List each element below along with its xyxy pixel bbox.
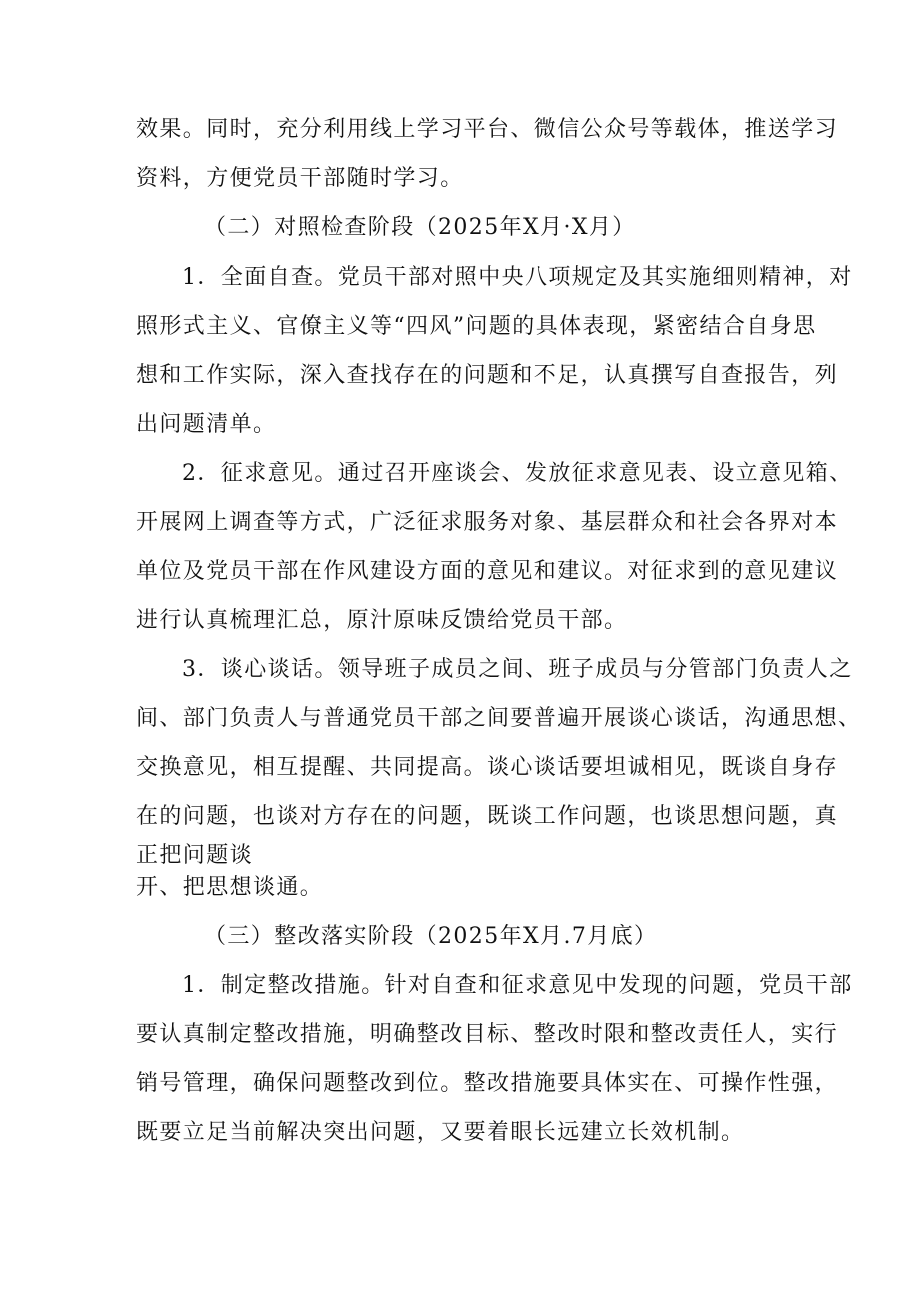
text-line: 资料，方便党员干部随时学习。 xyxy=(136,166,464,191)
section-heading: （二）对照检查阶段（2025年X月·X月） xyxy=(204,215,636,240)
text-line: 销号管理，确保问题整改到位。整改措施要具体实在、可操作性强， xyxy=(136,1071,839,1096)
text-line: 间、部门负责人与普通党员干部之间要普遍开展谈心谈话，沟通思想、 xyxy=(136,706,862,731)
text-line: 出问题清单。 xyxy=(136,412,277,437)
text-line: 正把问题谈 xyxy=(136,843,254,868)
paragraph-first-line: 3．谈心谈话。领导班子成员之间、班子成员与分管部门负责人之 xyxy=(182,657,853,682)
text-line: 既要立足当前解决突出问题，又要着眼长远建立长效机制。 xyxy=(136,1120,745,1145)
text-line: 照形式主义、官僚主义等“四风”问题的具体表现，紧密结合自身思 xyxy=(136,314,817,339)
paragraph-first-line: 1．制定整改措施。针对自查和征求意见中发现的问题，党员干部 xyxy=(182,973,853,998)
text-line: 交换意见，相互提醒、共同提高。谈心谈话要坦诚相见，既谈自身存 xyxy=(136,755,839,780)
text-line: 进行认真梳理汇总，原汁原味反馈给党员干部。 xyxy=(136,608,628,633)
text-line: 效果。同时，充分利用线上学习平台、微信公众号等载体，推送学习 xyxy=(136,117,839,142)
text-line: 在的问题，也谈对方存在的问题，既谈工作问题，也谈思想问题，真 xyxy=(136,804,839,829)
paragraph-first-line: 2．征求意见。通过召开座谈会、发放征求意见表、设立意见箱、 xyxy=(182,461,853,486)
text-line: 单位及党员干部在作风建设方面的意见和建议。对征求到的意见建议 xyxy=(136,559,839,584)
text-line: 想和工作实际，深入查找存在的问题和不足，认真撰写自查报告，列 xyxy=(136,363,839,388)
text-line: 开、把思想谈通。 xyxy=(136,875,324,900)
section-heading: （三）整改落实阶段（2025年X月.7月底） xyxy=(204,924,658,949)
paragraph-first-line: 1．全面自查。党员干部对照中央八项规定及其实施细则精神，对 xyxy=(182,265,853,290)
text-line: 要认真制定整改措施，明确整改目标、整改时限和整改责任人，实行 xyxy=(136,1022,839,1047)
text-line: 开展网上调查等方式，广泛征求服务对象、基层群众和社会各界对本 xyxy=(136,510,839,535)
